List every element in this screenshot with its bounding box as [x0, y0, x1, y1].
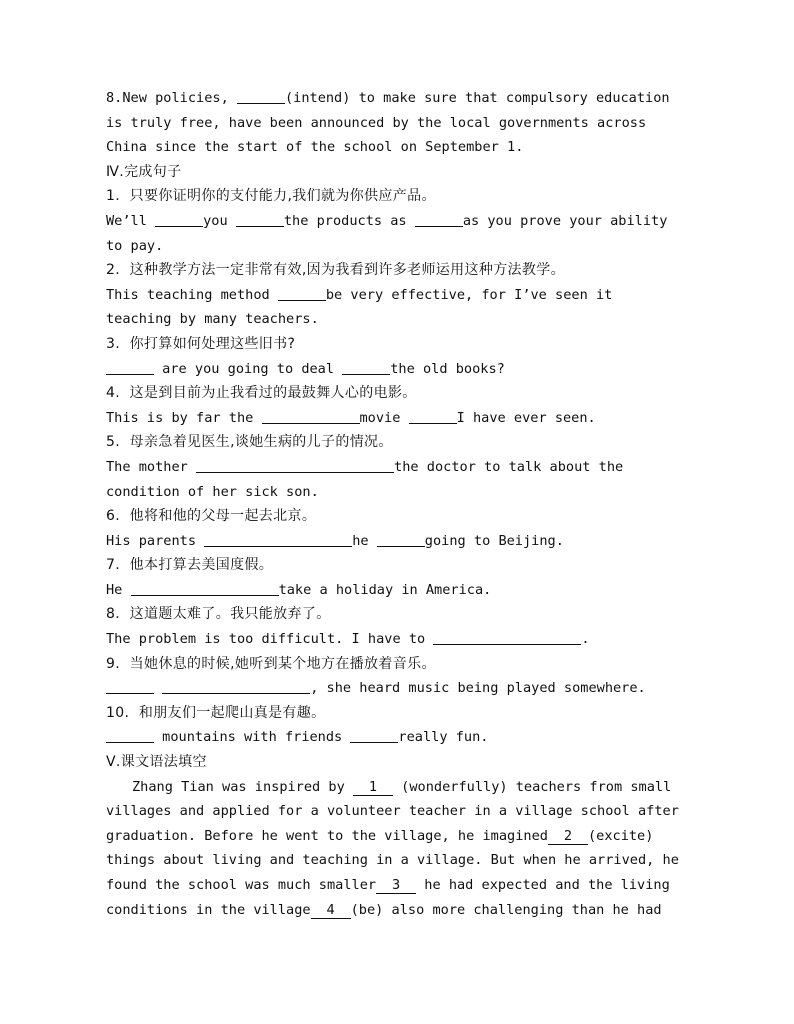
item-8-chinese: 8. 这道题太难了。我只能放弃了。 [106, 606, 331, 623]
item-5-chinese: 5. 母亲急着见医生,谈她生病的儿子的情况。 [106, 434, 393, 451]
text: going to Beijing. [424, 532, 564, 549]
item-8-english [106, 627, 686, 652]
item-7-english [106, 578, 686, 603]
text: (be) also more challenging than he had [350, 901, 662, 918]
text: found the school was much smaller [106, 877, 377, 893]
answer-blank[interactable] [350, 727, 398, 743]
answer-blank[interactable] [106, 678, 154, 694]
text: as you prove your ability [462, 212, 668, 229]
text: This is by far the [106, 409, 262, 426]
item-9-english [106, 676, 686, 701]
text: , she heard music being played somewhere. [310, 680, 646, 697]
numbered-blank-4[interactable]: 4 [311, 902, 351, 919]
item-1-english-cont: to pay. [106, 237, 164, 254]
text: be very effective, for I’ve seen it [325, 286, 613, 303]
item-6-chinese: 6. 他将和他的父母一起去北京。 [106, 508, 317, 525]
item-2-chinese: 2. 这种教学方法一定非常有效,因为我看到许多老师运用这种方法教学。 [106, 262, 565, 279]
text: We’ll [106, 212, 156, 229]
answer-blank[interactable] [236, 211, 284, 227]
passage-line-6 [106, 898, 686, 923]
numbered-blank-1[interactable]: 1 [353, 779, 393, 796]
numbered-blank-2[interactable]: 2 [548, 828, 588, 845]
text: graduation. Before he went to the village, he imagined [106, 827, 548, 844]
answer-blank[interactable] [237, 88, 285, 104]
text: The problem is too difficult. I have to [106, 631, 434, 648]
text: the doctor to talk about the [394, 458, 624, 475]
worksheet-page [106, 86, 686, 922]
answer-blank[interactable] [342, 359, 390, 375]
answer-blank[interactable] [409, 408, 457, 424]
text: This teaching method [106, 286, 278, 303]
q8-text: (intend) to make sure that compulsory education [284, 90, 670, 106]
answer-blank[interactable] [106, 727, 154, 743]
item-1-chinese: 1. 只要你证明你的支付能力,我们就为你供应产品。 [106, 188, 436, 205]
answer-blank[interactable] [155, 211, 203, 227]
item-1-english [106, 209, 686, 234]
item-4-chinese: 4. 这是到目前为止我看过的最鼓舞人心的电影。 [106, 385, 417, 402]
item-5-english [106, 455, 686, 480]
text: conditions in the village [106, 901, 311, 918]
item-9-chinese: 9. 当她休息的时候,她听到某个地方在播放着音乐。 [106, 655, 436, 672]
text: he had expected and the living [416, 877, 670, 893]
text: Zhang Tian was inspired by [132, 778, 353, 795]
item-5-english-cont: condition of her sick son. [106, 483, 319, 500]
item-4-english [106, 406, 686, 431]
section-4-title: Ⅳ.完成句子 [106, 163, 182, 180]
text: His parents [106, 532, 205, 549]
passage-line-3 [106, 824, 686, 849]
section-5-title: Ⅴ.课文语法填空 [106, 754, 207, 771]
answer-blank[interactable] [262, 408, 360, 424]
answer-blank[interactable] [106, 359, 154, 375]
text: mountains with friends [154, 729, 351, 746]
item-7-chinese: 7. 他本打算去美国度假。 [106, 557, 274, 574]
answer-blank[interactable] [278, 285, 326, 301]
text: really fun. [398, 729, 489, 746]
item-2-english-cont: teaching by many teachers. [106, 311, 319, 328]
item-3-chinese: 3. 你打算如何处理这些旧书? [106, 335, 296, 352]
text: (excite) [587, 827, 654, 844]
text: he [352, 532, 377, 549]
passage-line-1 [106, 775, 686, 800]
answer-blank[interactable] [415, 211, 463, 227]
numbered-blank-3[interactable]: 3 [376, 877, 416, 894]
item-6-english [106, 529, 686, 554]
answer-blank[interactable] [196, 457, 394, 473]
passage-line-2: villages and applied for a volunteer teacher in a village school after [106, 803, 679, 820]
item-3-english [106, 357, 686, 382]
item-2-english [106, 283, 686, 308]
text: I have ever seen. [456, 409, 596, 426]
text: The mother [106, 458, 197, 475]
text: the old books? [390, 360, 505, 377]
q8-line-3: China since the start of the school on September 1. [106, 139, 524, 156]
text: are you going to deal [154, 360, 343, 377]
answer-blank[interactable] [131, 580, 279, 596]
q8-line-1 [106, 86, 686, 111]
text: (wonderfully) teachers from small [392, 778, 672, 795]
q8-text: 8.New policies, [106, 90, 237, 106]
text: . [581, 631, 590, 648]
passage-line-4: things about living and teaching in a village. But when he arrived, he [106, 852, 679, 869]
answer-blank[interactable] [204, 531, 352, 547]
answer-blank[interactable] [433, 629, 581, 645]
item-10-english [106, 725, 686, 750]
passage-line-5 [106, 873, 686, 898]
text: He [106, 581, 131, 598]
text: you [203, 212, 236, 229]
text: movie [359, 409, 409, 426]
q8-line-2: is truly free, have been announced by the local governments across [106, 114, 647, 131]
text: the products as [283, 212, 415, 229]
answer-blank[interactable] [377, 531, 425, 547]
item-10-chinese: 10. 和朋友们一起爬山真是有趣。 [106, 704, 326, 721]
answer-blank[interactable] [162, 678, 310, 694]
text: take a holiday in America. [278, 581, 492, 598]
